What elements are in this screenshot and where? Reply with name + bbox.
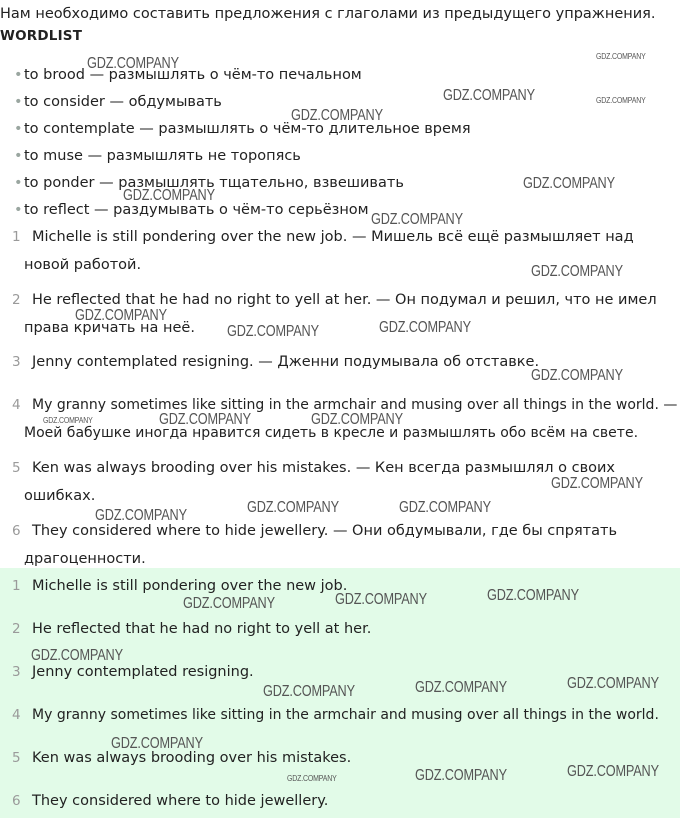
answer-text: Jenny contemplated resigning.	[32, 664, 254, 680]
watermark: GDZ.COMPANY	[111, 735, 203, 752]
example-item	[0, 517, 680, 573]
example-text: Jenny contemplated resigning. — Дженни подумывала об отставке.	[32, 354, 540, 370]
wordlist-item	[14, 146, 301, 166]
watermark: GDZ.COMPANY	[95, 507, 187, 524]
watermark: GDZ.COMPANY	[123, 187, 215, 204]
bullet-icon: •	[14, 67, 23, 83]
wordlist-item-text: to contemplate — размышлять о чём-то длительное время	[24, 121, 471, 137]
watermark: GDZ.COMPANY	[287, 773, 337, 783]
watermark: GDZ.COMPANY	[247, 499, 339, 516]
watermark: GDZ.COMPANY	[31, 647, 123, 664]
watermark: GDZ.COMPANY	[311, 411, 403, 428]
example-text: They considered where to hide jewellery. — Они обдумывали, где бы спрятать драгоценности.	[24, 523, 617, 567]
wordlist-item	[14, 65, 362, 85]
watermark: GDZ.COMPANY	[227, 323, 319, 340]
bullet-icon: •	[14, 148, 23, 164]
answer-number: 1	[12, 578, 21, 594]
wordlist-item-text: to muse — размышлять не торопясь	[24, 148, 301, 164]
watermark: GDZ.COMPANY	[551, 475, 643, 492]
watermark: GDZ.COMPANY	[443, 87, 535, 104]
wordlist-item-text: to consider — обдумывать	[24, 94, 222, 110]
watermark: GDZ.COMPANY	[567, 675, 659, 692]
wordlist-item	[14, 119, 471, 139]
watermark: GDZ.COMPANY	[523, 175, 615, 192]
wordlist-item	[14, 92, 222, 112]
bullet-icon: •	[14, 202, 23, 218]
answer-number: 2	[12, 621, 21, 637]
watermark: GDZ.COMPANY	[531, 367, 623, 384]
wordlist-heading: WORDLIST	[0, 28, 83, 44]
answer-text: Ken was always brooding over his mistakes.	[32, 750, 352, 766]
watermark: GDZ.COMPANY	[43, 415, 93, 425]
answer-number: 6	[12, 793, 21, 809]
watermark: GDZ.COMPANY	[371, 211, 463, 228]
answer-number: 3	[12, 664, 21, 680]
watermark: GDZ.COMPANY	[379, 319, 471, 336]
watermark: GDZ.COMPANY	[335, 591, 427, 608]
answer-text: My granny sometimes like sitting in the armchair and musing over all things in the world.	[32, 707, 659, 723]
example-number: 2	[12, 292, 21, 308]
watermark: GDZ.COMPANY	[567, 763, 659, 780]
example-text: Michelle is still pondering over the new job. — Мишель всё ещё размышляет над новой работой.	[24, 229, 634, 273]
answer-number: 5	[12, 750, 21, 766]
watermark: GDZ.COMPANY	[263, 683, 355, 700]
bullet-icon: •	[14, 94, 23, 110]
watermark: GDZ.COMPANY	[415, 767, 507, 784]
answer-text: They considered where to hide jewellery.	[32, 793, 329, 809]
watermark: GDZ.COMPANY	[183, 595, 275, 612]
watermark: GDZ.COMPANY	[596, 51, 646, 61]
example-text: My granny sometimes like sitting in the armchair and musing over all things in the world. — Моей бабушке иногда нравится сидеть в кресле и размышлять обо всём на свете.	[24, 397, 678, 441]
bullet-icon: •	[14, 175, 23, 191]
example-number: 6	[12, 523, 21, 539]
wordlist-item-text: to ponder — размышлять тщательно, взвешивать	[24, 175, 404, 191]
example-text: He reflected that he had no right to yell at her. — Он подумал и решил, что не имел права кричать на неё.	[24, 292, 657, 336]
watermark: GDZ.COMPANY	[487, 587, 579, 604]
example-number: 4	[12, 397, 21, 413]
example-number: 5	[12, 460, 21, 476]
bullet-icon: •	[14, 121, 23, 137]
wordlist-item-text: to reflect — раздумывать о чём-то серьёзном	[24, 202, 369, 218]
watermark: GDZ.COMPANY	[596, 95, 646, 105]
watermark: GDZ.COMPANY	[75, 307, 167, 324]
wordlist-item-text: to brood — размышлять о чём-то печальном	[24, 67, 362, 83]
answer-number: 4	[12, 707, 21, 723]
watermark: GDZ.COMPANY	[399, 499, 491, 516]
example-text: Ken was always brooding over his mistakes. — Кен всегда размышлял о своих ошибках.	[24, 460, 616, 504]
watermark: GDZ.COMPANY	[159, 411, 251, 428]
answer-text: Michelle is still pondering over the new job.	[32, 578, 348, 594]
answer-text: He reflected that he had no right to yell at her.	[32, 621, 372, 637]
watermark: GDZ.COMPANY	[415, 679, 507, 696]
intro-text: Нам необходимо составить предложения с глаголами из предыдущего упражнения.	[0, 6, 656, 22]
watermark: GDZ.COMPANY	[291, 107, 383, 124]
watermark: GDZ.COMPANY	[531, 263, 623, 280]
example-number: 1	[12, 229, 21, 245]
watermark: GDZ.COMPANY	[87, 55, 179, 72]
example-number: 3	[12, 354, 21, 370]
